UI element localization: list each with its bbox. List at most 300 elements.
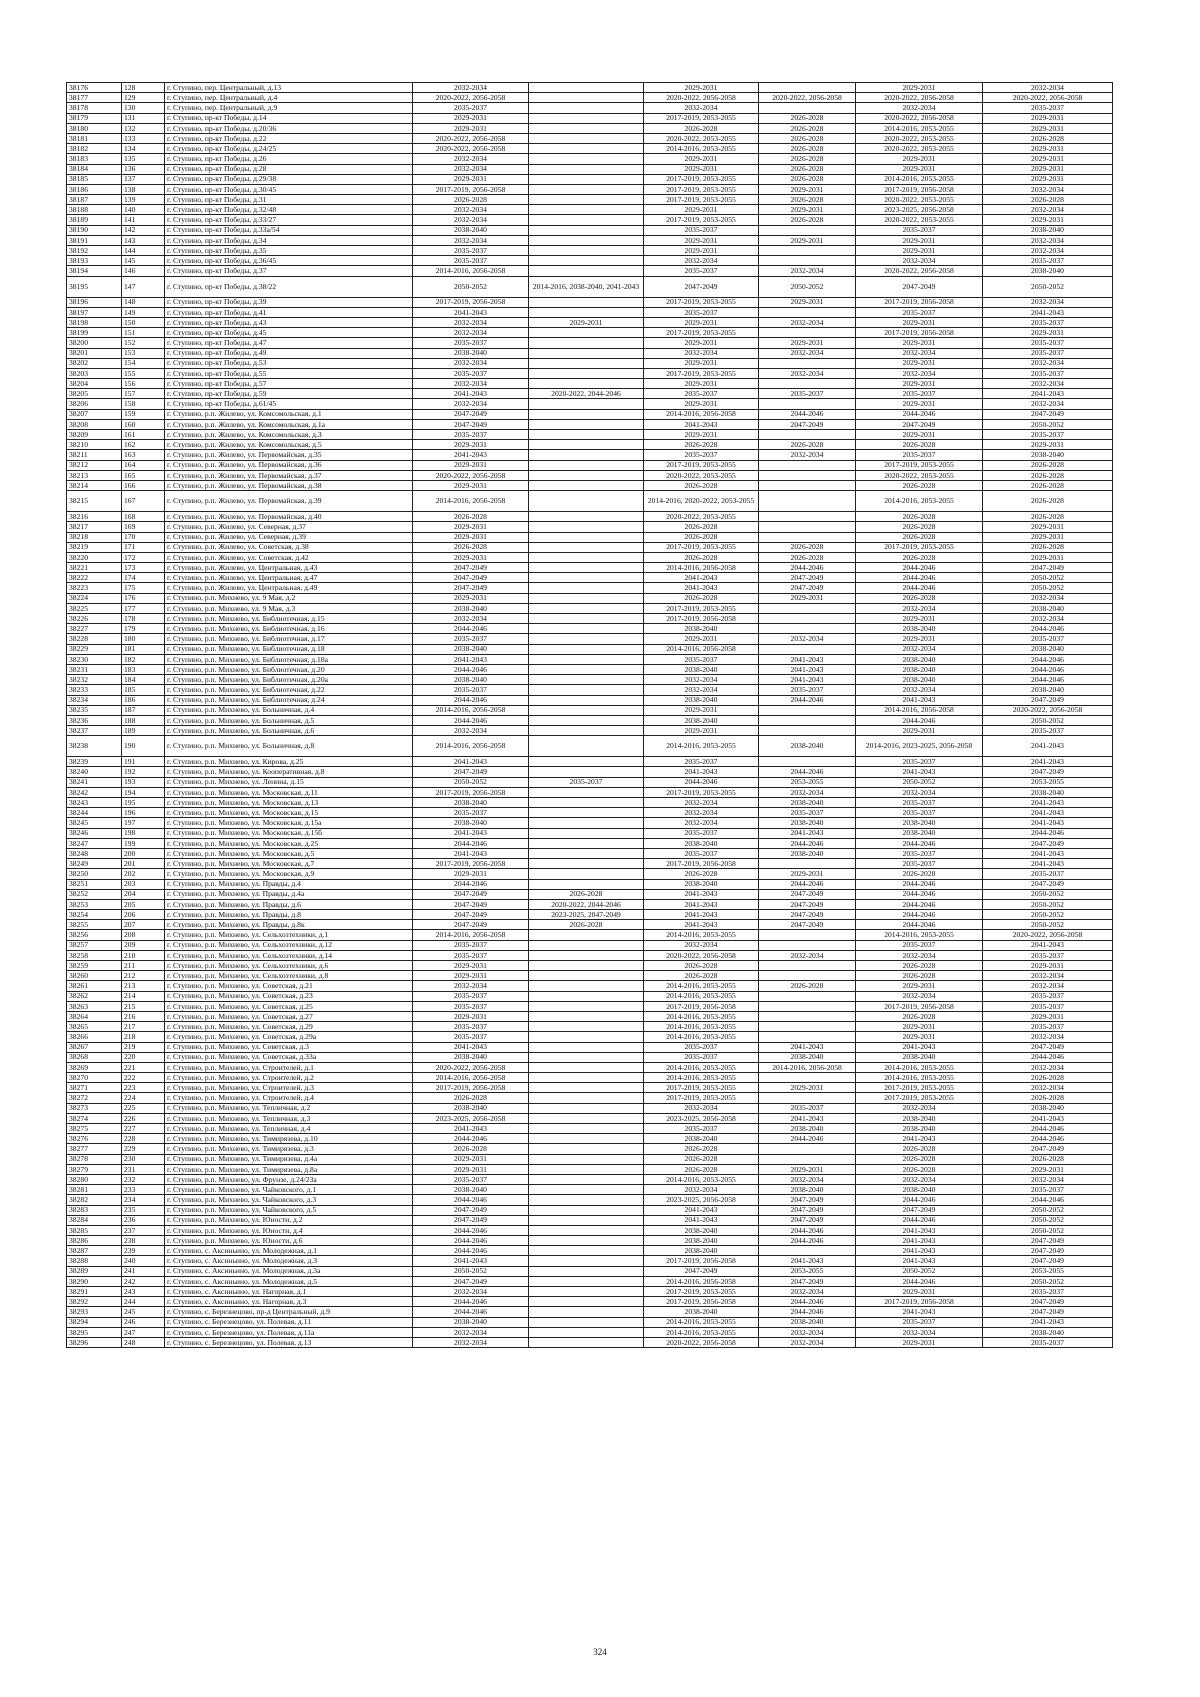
- period-col-4-cell: [759, 614, 856, 624]
- address-cell: г. Ступино, р.п. Михнево, ул. Библиотечная, д.18а: [165, 654, 413, 664]
- period-col-5-cell: 2041-2043: [856, 1236, 983, 1246]
- period-col-1-cell: 2047-2049: [413, 573, 529, 583]
- period-col-1-cell: 2029-2031: [413, 971, 529, 981]
- period-col-4-cell: [759, 379, 856, 389]
- period-col-6-cell: 2044-2046: [983, 654, 1113, 664]
- period-col-1-cell: 2050-2052: [413, 276, 529, 297]
- row-number-cell: 154: [122, 358, 165, 368]
- period-col-3-cell: 2038-2040: [644, 1225, 759, 1235]
- row-number-cell: 196: [122, 808, 165, 818]
- table-row: [67, 899, 1113, 909]
- address-cell: г. Ступино, р.п. Жилево, ул. Советская, д.42: [165, 552, 413, 562]
- period-col-1-cell: 2014-2016, 2056-2058: [413, 266, 529, 276]
- period-col-2-cell: [529, 297, 644, 307]
- period-col-5-cell: 2038-2040: [856, 664, 983, 674]
- period-col-3-cell: 2017-2019, 2053-2055: [644, 542, 759, 552]
- table-row: [67, 195, 1113, 205]
- table-row: [67, 389, 1113, 399]
- address-cell: г. Ступино, р.п. Михнево, ул. Библиотечная, д.16: [165, 624, 413, 634]
- period-col-1-cell: 2029-2031: [413, 1164, 529, 1174]
- table-row: [67, 583, 1113, 593]
- table-row: [67, 348, 1113, 358]
- period-col-5-cell: 2026-2028: [856, 1154, 983, 1164]
- row-number-cell: 136: [122, 164, 165, 174]
- period-col-1-cell: 2035-2037: [413, 950, 529, 960]
- period-col-2-cell: [529, 491, 644, 512]
- period-col-4-cell: 2047-2049: [759, 920, 856, 930]
- row-number-cell: 212: [122, 971, 165, 981]
- period-col-6-cell: 2050-2052: [983, 583, 1113, 593]
- period-col-5-cell: 2026-2028: [856, 1011, 983, 1021]
- address-cell: г. Ступино, пр-кт Победы, д.14: [165, 113, 413, 123]
- row-id-cell: 38192: [67, 246, 122, 256]
- period-col-1-cell: 2041-2043: [413, 1124, 529, 1134]
- row-id-cell: 38250: [67, 869, 122, 879]
- period-col-2-cell: [529, 164, 644, 174]
- period-col-1-cell: 2029-2031: [413, 1154, 529, 1164]
- table-row: [67, 491, 1113, 512]
- period-col-1-cell: 2044-2046: [413, 1195, 529, 1205]
- address-cell: г. Ступино, р.п. Михнево, ул. Московская, д.11: [165, 787, 413, 797]
- row-id-cell: 38184: [67, 164, 122, 174]
- period-col-3-cell: 2014-2016, 2056-2058: [644, 1276, 759, 1286]
- period-col-3-cell: 2038-2040: [644, 1246, 759, 1256]
- period-col-1-cell: 2029-2031: [413, 480, 529, 490]
- address-cell: г. Ступино, р.п. Михнево, ул. Юности, д.6: [165, 1236, 413, 1246]
- period-col-1-cell: 2029-2031: [413, 440, 529, 450]
- table-row: [67, 991, 1113, 1001]
- row-id-cell: 38183: [67, 154, 122, 164]
- table-row: [67, 552, 1113, 562]
- row-id-cell: 38236: [67, 715, 122, 725]
- address-cell: г. Ступино, р.п. Михнево, ул. Библиотечная, д.22: [165, 685, 413, 695]
- table-row: [67, 1083, 1113, 1093]
- period-col-4-cell: 2029-2031: [759, 593, 856, 603]
- period-col-3-cell: 2017-2019, 2053-2055: [644, 460, 759, 470]
- period-col-1-cell: 2044-2046: [413, 1297, 529, 1307]
- period-col-1-cell: 2029-2031: [413, 869, 529, 879]
- period-col-4-cell: 2026-2028: [759, 174, 856, 184]
- period-col-6-cell: 2041-2043: [983, 1113, 1113, 1123]
- table-row: [67, 644, 1113, 654]
- row-number-cell: 142: [122, 225, 165, 235]
- table-row: [67, 1174, 1113, 1184]
- row-number-cell: 187: [122, 705, 165, 715]
- address-cell: г. Ступино, р.п. Михнево, ул. Чайковского, д.1: [165, 1185, 413, 1195]
- table-row: [67, 532, 1113, 542]
- table-body: [67, 83, 1113, 1348]
- period-col-5-cell: 2035-2037: [856, 757, 983, 767]
- period-col-4-cell: 2038-2040: [759, 736, 856, 757]
- row-id-cell: 38239: [67, 757, 122, 767]
- period-col-5-cell: 2044-2046: [856, 563, 983, 573]
- row-number-cell: 166: [122, 480, 165, 490]
- period-col-5-cell: 2032-2034: [856, 256, 983, 266]
- row-id-cell: 38197: [67, 307, 122, 317]
- table-row: [67, 225, 1113, 235]
- row-id-cell: 38212: [67, 460, 122, 470]
- row-number-cell: 176: [122, 593, 165, 603]
- period-col-1-cell: 2017-2019, 2056-2058: [413, 184, 529, 194]
- period-col-1-cell: 2047-2049: [413, 1276, 529, 1286]
- row-number-cell: 193: [122, 777, 165, 787]
- period-col-1-cell: 2035-2037: [413, 1001, 529, 1011]
- period-col-3-cell: 2032-2034: [644, 818, 759, 828]
- period-col-5-cell: 2026-2028: [856, 480, 983, 490]
- table-row: [67, 246, 1113, 256]
- period-col-2-cell: [529, 1317, 644, 1327]
- row-id-cell: 38207: [67, 409, 122, 419]
- table-row: [67, 1287, 1113, 1297]
- period-col-3-cell: 2032-2034: [644, 675, 759, 685]
- period-col-3-cell: 2044-2046: [644, 777, 759, 787]
- period-col-4-cell: [759, 1093, 856, 1103]
- address-cell: г. Ступино, пр-кт Победы, д.33а/54: [165, 225, 413, 235]
- period-col-5-cell: 2032-2034: [856, 685, 983, 695]
- address-cell: г. Ступино, р.п. Михнево, ул. Московская, д.25: [165, 838, 413, 848]
- period-col-4-cell: 2026-2028: [759, 542, 856, 552]
- row-id-cell: 38223: [67, 583, 122, 593]
- period-col-1-cell: 2044-2046: [413, 1307, 529, 1317]
- row-number-cell: 246: [122, 1317, 165, 1327]
- period-col-2-cell: [529, 1083, 644, 1093]
- period-col-2-cell: [529, 859, 644, 869]
- table-row: [67, 470, 1113, 480]
- period-col-1-cell: 2023-2025, 2056-2058: [413, 1113, 529, 1123]
- period-col-4-cell: [759, 715, 856, 725]
- address-cell: г. Ступино, р.п. Михнево, ул. Правды, д.6: [165, 899, 413, 909]
- address-cell: г. Ступино, р.п. Михнево, ул. Больничная, д.8: [165, 736, 413, 757]
- period-col-2-cell: [529, 419, 644, 429]
- period-col-4-cell: [759, 358, 856, 368]
- address-cell: г. Ступино, р.п. Михнево, ул. Кооперативная, д.8: [165, 767, 413, 777]
- page-number: 324: [593, 1647, 607, 1657]
- period-col-1-cell: 2035-2037: [413, 1022, 529, 1032]
- period-col-1-cell: 2014-2016, 2056-2058: [413, 930, 529, 940]
- period-col-1-cell: 2014-2016, 2056-2058: [413, 491, 529, 512]
- period-col-6-cell: 2050-2052: [983, 573, 1113, 583]
- row-number-cell: 208: [122, 930, 165, 940]
- period-col-3-cell: 2017-2019, 2053-2055: [644, 195, 759, 205]
- period-col-2-cell: [529, 93, 644, 103]
- period-col-1-cell: 2014-2016, 2056-2058: [413, 1073, 529, 1083]
- period-col-1-cell: 2020-2022, 2056-2058: [413, 1062, 529, 1072]
- period-col-4-cell: 2035-2037: [759, 389, 856, 399]
- address-cell: г. Ступино, р.п. Михнево, ул. Юности, д.2: [165, 1215, 413, 1225]
- period-col-3-cell: 2017-2019, 2053-2055: [644, 328, 759, 338]
- period-col-1-cell: 2044-2046: [413, 1236, 529, 1246]
- period-col-4-cell: 2044-2046: [759, 879, 856, 889]
- row-id-cell: 38203: [67, 368, 122, 378]
- period-col-1-cell: 2038-2040: [413, 225, 529, 235]
- period-col-3-cell: 2041-2043: [644, 573, 759, 583]
- period-col-1-cell: 2044-2046: [413, 1246, 529, 1256]
- period-col-6-cell: 2044-2046: [983, 1195, 1113, 1205]
- period-col-2-cell: [529, 1093, 644, 1103]
- row-number-cell: 151: [122, 328, 165, 338]
- period-col-1-cell: 2026-2028: [413, 195, 529, 205]
- period-col-4-cell: [759, 430, 856, 440]
- period-col-4-cell: 2026-2028: [759, 195, 856, 205]
- period-col-4-cell: [759, 1022, 856, 1032]
- row-number-cell: 178: [122, 614, 165, 624]
- period-col-4-cell: 2044-2046: [759, 1307, 856, 1317]
- period-col-4-cell: [759, 480, 856, 490]
- period-col-3-cell: 2041-2043: [644, 920, 759, 930]
- address-cell: г. Ступино, с. Аксиньино, ул. Нагорная, д.1: [165, 1287, 413, 1297]
- address-cell: г. Ступино, пр-кт Победы, д.29/38: [165, 174, 413, 184]
- period-col-5-cell: 2041-2043: [856, 1246, 983, 1256]
- period-col-4-cell: 2038-2040: [759, 1124, 856, 1134]
- period-col-6-cell: 2047-2049: [983, 409, 1113, 419]
- period-col-2-cell: [529, 1164, 644, 1174]
- period-col-1-cell: 2035-2037: [413, 808, 529, 818]
- period-col-4-cell: 2029-2031: [759, 869, 856, 879]
- period-col-5-cell: 2026-2028: [856, 552, 983, 562]
- period-col-2-cell: [529, 787, 644, 797]
- period-col-2-cell: [529, 522, 644, 532]
- period-col-5-cell: 2038-2040: [856, 624, 983, 634]
- table-row: [67, 715, 1113, 725]
- address-cell: г. Ступино, пр-кт Победы, д.61/45: [165, 399, 413, 409]
- table-row: [67, 368, 1113, 378]
- period-col-5-cell: 2044-2046: [856, 920, 983, 930]
- period-col-1-cell: 2038-2040: [413, 1317, 529, 1327]
- row-number-cell: 216: [122, 1011, 165, 1021]
- period-col-4-cell: 2026-2028: [759, 113, 856, 123]
- period-col-4-cell: 2044-2046: [759, 695, 856, 705]
- period-col-5-cell: 2032-2034: [856, 991, 983, 1001]
- period-col-3-cell: 2029-2031: [644, 164, 759, 174]
- period-col-4-cell: [759, 930, 856, 940]
- period-col-1-cell: 2026-2028: [413, 542, 529, 552]
- period-col-5-cell: 2014-2016, 2053-2055: [856, 1073, 983, 1083]
- period-col-6-cell: 2026-2028: [983, 1093, 1113, 1103]
- period-col-4-cell: [759, 971, 856, 981]
- address-cell: г. Ступино, пр-кт Победы, д.59: [165, 389, 413, 399]
- period-col-6-cell: 2029-2031: [983, 154, 1113, 164]
- table-row: [67, 950, 1113, 960]
- address-cell: г. Ступино, р.п. Михнево, ул. Больничная, д.5: [165, 715, 413, 725]
- period-col-4-cell: [759, 307, 856, 317]
- period-col-3-cell: 2017-2019, 2053-2055: [644, 603, 759, 613]
- address-cell: г. Ступино, р.п. Михнево, ул. Правды, д.8: [165, 910, 413, 920]
- period-col-4-cell: [759, 328, 856, 338]
- period-col-3-cell: 2038-2040: [644, 838, 759, 848]
- period-col-6-cell: 2050-2052: [983, 920, 1113, 930]
- period-col-6-cell: 2035-2037: [983, 338, 1113, 348]
- period-col-2-cell: [529, 1266, 644, 1276]
- row-number-cell: 226: [122, 1113, 165, 1123]
- period-col-2-cell: 2035-2037: [529, 777, 644, 787]
- period-col-4-cell: 2029-2031: [759, 184, 856, 194]
- period-col-1-cell: 2017-2019, 2056-2058: [413, 859, 529, 869]
- period-col-5-cell: 2032-2034: [856, 1174, 983, 1184]
- period-col-5-cell: 2029-2031: [856, 1032, 983, 1042]
- row-id-cell: 38273: [67, 1103, 122, 1113]
- row-number-cell: 172: [122, 552, 165, 562]
- period-col-2-cell: [529, 1256, 644, 1266]
- address-cell: г. Ступино, р.п. Михнево, ул. Тимирязева, д.3: [165, 1144, 413, 1154]
- period-col-1-cell: 2032-2034: [413, 358, 529, 368]
- address-cell: г. Ступино, р.п. Жилево, ул. Первомайская, д.40: [165, 512, 413, 522]
- row-number-cell: 201: [122, 859, 165, 869]
- row-number-cell: 214: [122, 991, 165, 1001]
- row-number-cell: 192: [122, 767, 165, 777]
- table-row: [67, 1256, 1113, 1266]
- row-id-cell: 38246: [67, 828, 122, 838]
- period-col-2-cell: 2026-2028: [529, 920, 644, 930]
- row-number-cell: 138: [122, 184, 165, 194]
- row-number-cell: 206: [122, 910, 165, 920]
- row-id-cell: 38259: [67, 961, 122, 971]
- row-number-cell: 131: [122, 113, 165, 123]
- period-col-5-cell: 2032-2034: [856, 603, 983, 613]
- period-col-3-cell: 2014-2016, 2053-2055: [644, 1327, 759, 1337]
- period-col-5-cell: 2020-2022, 2053-2055: [856, 470, 983, 480]
- table-row: [67, 1052, 1113, 1062]
- period-col-6-cell: 2029-2031: [983, 1164, 1113, 1174]
- row-id-cell: 38185: [67, 174, 122, 184]
- period-col-3-cell: 2014-2016, 2056-2058: [644, 563, 759, 573]
- row-number-cell: 164: [122, 460, 165, 470]
- period-col-5-cell: 2032-2034: [856, 950, 983, 960]
- period-col-5-cell: 2017-2019, 2053-2055: [856, 1083, 983, 1093]
- address-cell: г. Ступино, с. Березнецово, ул. Полевая, д.13: [165, 1337, 413, 1347]
- period-col-2-cell: [529, 430, 644, 440]
- row-number-cell: 146: [122, 266, 165, 276]
- period-col-5-cell: 2026-2028: [856, 512, 983, 522]
- period-col-4-cell: [759, 1144, 856, 1154]
- period-col-5-cell: 2029-2031: [856, 726, 983, 736]
- period-col-6-cell: 2029-2031: [983, 164, 1113, 174]
- period-col-3-cell: 2014-2016, 2020-2022, 2053-2055: [644, 491, 759, 512]
- period-col-4-cell: 2041-2043: [759, 1256, 856, 1266]
- row-number-cell: 182: [122, 654, 165, 664]
- period-col-1-cell: 2047-2049: [413, 889, 529, 899]
- period-col-3-cell: 2035-2037: [644, 266, 759, 276]
- period-col-1-cell: 2047-2049: [413, 1215, 529, 1225]
- row-number-cell: 141: [122, 215, 165, 225]
- period-col-2-cell: [529, 675, 644, 685]
- period-col-1-cell: 2020-2022, 2056-2058: [413, 93, 529, 103]
- period-col-6-cell: 2044-2046: [983, 828, 1113, 838]
- period-col-1-cell: 2032-2034: [413, 379, 529, 389]
- period-col-1-cell: 2038-2040: [413, 1103, 529, 1113]
- period-col-1-cell: 2047-2049: [413, 767, 529, 777]
- period-col-5-cell: 2029-2031: [856, 399, 983, 409]
- period-col-1-cell: 2047-2049: [413, 910, 529, 920]
- period-col-5-cell: 2035-2037: [856, 848, 983, 858]
- period-col-2-cell: [529, 1287, 644, 1297]
- period-col-3-cell: 2035-2037: [644, 1124, 759, 1134]
- row-number-cell: 184: [122, 675, 165, 685]
- period-col-5-cell: 2026-2028: [856, 1144, 983, 1154]
- table-row: [67, 940, 1113, 950]
- period-col-6-cell: 2041-2043: [983, 389, 1113, 399]
- row-number-cell: 133: [122, 133, 165, 143]
- row-number-cell: 194: [122, 787, 165, 797]
- address-cell: г. Ступино, р.п. Михнево, ул. Московская, д.13: [165, 798, 413, 808]
- period-col-6-cell: 2047-2049: [983, 1246, 1113, 1256]
- period-col-4-cell: 2032-2034: [759, 450, 856, 460]
- period-col-1-cell: 2035-2037: [413, 338, 529, 348]
- row-number-cell: 157: [122, 389, 165, 399]
- period-col-4-cell: 2047-2049: [759, 1215, 856, 1225]
- period-col-3-cell: 2041-2043: [644, 889, 759, 899]
- address-cell: г. Ступино, пр-кт Победы, д.30/45: [165, 184, 413, 194]
- period-col-6-cell: 2032-2034: [983, 1083, 1113, 1093]
- address-cell: г. Ступино, пр-кт Победы, д.43: [165, 317, 413, 327]
- table-row: [67, 103, 1113, 113]
- period-col-4-cell: [759, 1011, 856, 1021]
- period-col-6-cell: 2032-2034: [983, 971, 1113, 981]
- period-col-5-cell: 2044-2046: [856, 879, 983, 889]
- period-col-5-cell: 2035-2037: [856, 307, 983, 317]
- period-col-5-cell: 2014-2016, 2053-2055: [856, 174, 983, 184]
- period-col-6-cell: 2035-2037: [983, 256, 1113, 266]
- table-row: [67, 1327, 1113, 1337]
- address-cell: г. Ступино, с. Аксиньино, ул. Нагорная, д.3: [165, 1297, 413, 1307]
- period-col-4-cell: 2026-2028: [759, 123, 856, 133]
- period-col-6-cell: 2026-2028: [983, 1073, 1113, 1083]
- period-col-4-cell: 2041-2043: [759, 675, 856, 685]
- table-row: [67, 133, 1113, 143]
- table-row: [67, 542, 1113, 552]
- period-col-2-cell: [529, 961, 644, 971]
- period-col-5-cell: 2041-2043: [856, 1134, 983, 1144]
- table-row: [67, 838, 1113, 848]
- period-col-4-cell: 2038-2040: [759, 798, 856, 808]
- period-col-1-cell: 2044-2046: [413, 715, 529, 725]
- address-cell: г. Ступино, с. Березнецово, пр-д Центральный, д.9: [165, 1307, 413, 1317]
- period-col-5-cell: 2038-2040: [856, 1052, 983, 1062]
- row-id-cell: 38194: [67, 266, 122, 276]
- table-row: [67, 1236, 1113, 1246]
- period-col-2-cell: [529, 512, 644, 522]
- period-col-5-cell: 2020-2022, 2053-2055: [856, 215, 983, 225]
- period-col-1-cell: 2029-2031: [413, 113, 529, 123]
- address-cell: г. Ступино, р.п. Жилево, ул. Комсомольская, д.1: [165, 409, 413, 419]
- row-number-cell: 248: [122, 1337, 165, 1347]
- row-id-cell: 38276: [67, 1134, 122, 1144]
- period-col-2-cell: [529, 1185, 644, 1195]
- period-col-2-cell: [529, 1001, 644, 1011]
- period-col-1-cell: 2035-2037: [413, 430, 529, 440]
- period-col-3-cell: 2017-2019, 2056-2058: [644, 614, 759, 624]
- row-number-cell: 179: [122, 624, 165, 634]
- row-id-cell: 38214: [67, 480, 122, 490]
- period-col-3-cell: 2029-2031: [644, 399, 759, 409]
- period-col-4-cell: 2026-2028: [759, 552, 856, 562]
- period-col-5-cell: 2017-2019, 2053-2055: [856, 1093, 983, 1103]
- address-cell: г. Ступино, с. Аксиньино, ул. Молодежная, д.1: [165, 1246, 413, 1256]
- period-col-2-cell: [529, 869, 644, 879]
- period-col-5-cell: 2044-2046: [856, 910, 983, 920]
- period-col-2-cell: 2026-2028: [529, 889, 644, 899]
- address-cell: г. Ступино, с. Березнецово, ул. Полевая, д.11: [165, 1317, 413, 1327]
- period-col-6-cell: 2035-2037: [983, 634, 1113, 644]
- period-col-3-cell: 2029-2031: [644, 317, 759, 327]
- address-cell: г. Ступино, р.п. Михнево, ул. 9 Мая, д.3: [165, 603, 413, 613]
- period-col-6-cell: 2050-2052: [983, 1276, 1113, 1286]
- row-id-cell: 38211: [67, 450, 122, 460]
- table-row: [67, 1062, 1113, 1072]
- row-number-cell: 174: [122, 573, 165, 583]
- row-id-cell: 38227: [67, 624, 122, 634]
- table-row: [67, 1185, 1113, 1195]
- period-col-3-cell: 2017-2019, 2056-2058: [644, 859, 759, 869]
